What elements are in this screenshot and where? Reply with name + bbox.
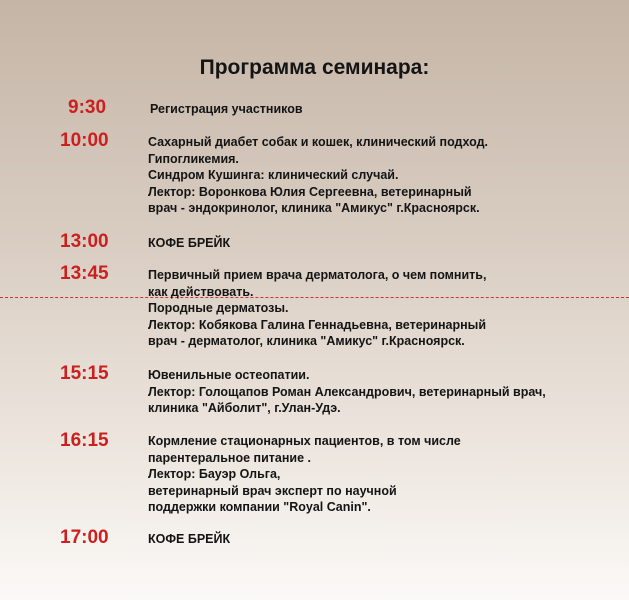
- item-17-00-desc: [148, 531, 618, 548]
- desc-line: парентеральное питание .: [148, 450, 311, 465]
- desc-line: Лектор: Бауэр Ольга,: [148, 467, 281, 481]
- desc-line: клиника "Айболит", г.Улан-Удэ.: [148, 401, 341, 415]
- time-16-15: 16:15: [60, 430, 109, 451]
- item-9-30-desc: [150, 101, 620, 118]
- desc-line: Кормление стационарных пациентов, в том числе: [148, 434, 461, 448]
- desc-line: Гипогликемия.: [148, 151, 239, 166]
- time-15-15: 15:15: [60, 363, 109, 384]
- item-16-15-desc: [148, 433, 618, 516]
- desc-line: КОФЕ БРЕЙК: [148, 236, 231, 250]
- item-13-00-desc: [148, 235, 618, 252]
- time-9-30: 9:30: [68, 97, 107, 118]
- desc-line: врач - эндокринолог, клиника "Амикус" г.Красноярск.: [148, 201, 480, 215]
- item-13-45-desc: [148, 267, 618, 350]
- desc-line: Породные дерматозы.: [148, 301, 289, 315]
- item-10-00-desc: [148, 134, 618, 217]
- time-13-45: 13:45: [60, 263, 109, 284]
- page-title: Программа семинара:: [199, 56, 430, 79]
- desc-line: Регистрация участников: [150, 102, 303, 116]
- item-15-15-desc: [148, 367, 618, 417]
- desc-line: Лектор: Кобякова Галина Геннадьевна, ветеринарный: [148, 317, 487, 332]
- time-10-00: 10:00: [60, 130, 109, 151]
- desc-line: Лектор: Голощапов Роман Александрович, ветеринарный врач,: [148, 384, 546, 399]
- desc-line: врач - дерматолог, клиника "Амикус" г.Красноярск.: [148, 334, 465, 348]
- desc-line: Лектор: Воронкова Юлия Сергеевна, ветеринарный: [148, 184, 472, 199]
- desc-line: Первичный прием врача дерматолога, о чем помнить,: [148, 268, 487, 282]
- time-17-00: 17:00: [60, 527, 109, 548]
- desc-line: поддержки компании "Royal Canin".: [148, 500, 371, 514]
- desc-line: Сахарный диабет собак и кошек, клинический подход.: [148, 135, 489, 149]
- desc-line: Ювенильные остеопатии.: [148, 368, 310, 382]
- desc-line: ветеринарный врач эксперт по научной: [148, 483, 397, 498]
- desc-line: Синдром Кушинга: клинический случай.: [148, 168, 399, 182]
- desc-line: КОФЕ БРЕЙК: [148, 532, 231, 546]
- time-13-00: 13:00: [60, 231, 109, 252]
- desc-line: как действовать.: [148, 284, 254, 299]
